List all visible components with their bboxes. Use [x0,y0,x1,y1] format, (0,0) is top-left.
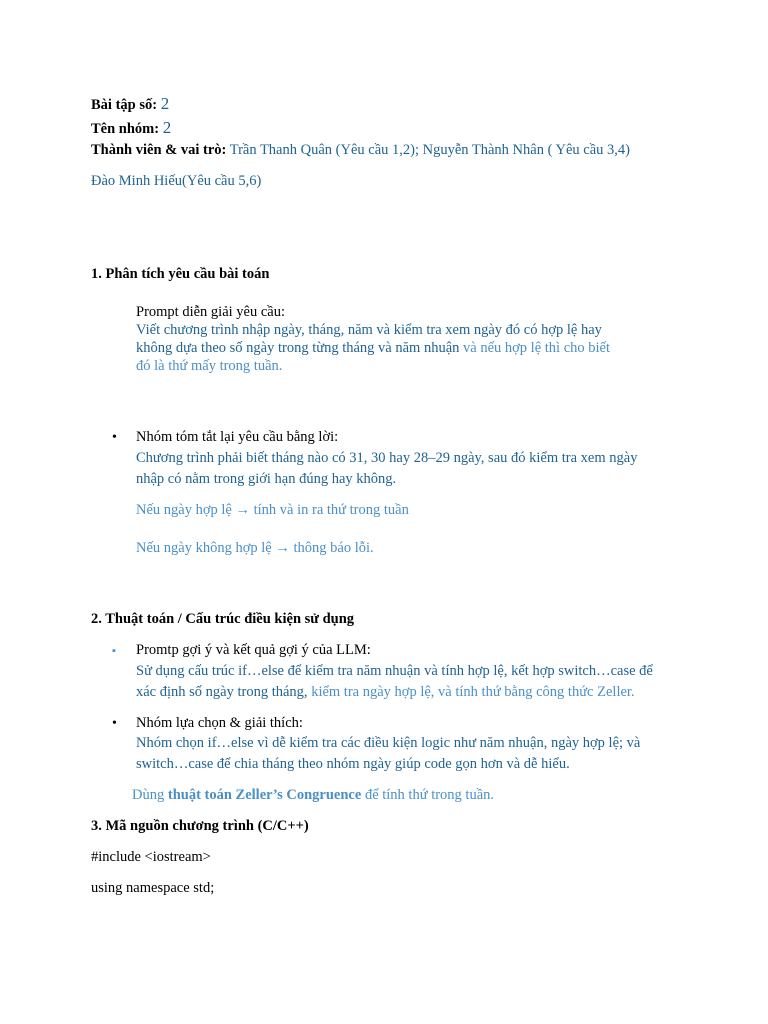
members-value-1: Trần Thanh Quân (Yêu cầu 1,2); Nguyễn Thành Nhân ( Yêu cầu 3,4) [229,142,630,158]
group-label: Tên nhóm: [91,121,160,137]
llm-line-2-light: kiểm tra ngày hợp lệ, và tính thứ bằng công thức Zeller. [311,684,635,700]
valid-date-line: Nếu ngày hợp lệ → tính và in ra thứ trong tuần [136,502,409,518]
section1-heading: 1. Phân tích yêu cầu bài toán [91,266,270,282]
prompt-line-2-dark: không dựa theo số ngày trong từng tháng và năm nhuận [136,340,460,356]
code-line-1: #include <iostream> [91,849,211,865]
group-value: 2 [162,118,172,137]
choice-line-1: Nhóm chọn if…else vì dễ kiểm tra các điều kiện logic như năm nhuận, ngày hợp lệ; và [136,735,641,751]
zeller-pre: Dùng [132,787,168,803]
choice-line-2: switch…case để chia tháng theo nhóm ngày giúp code gọn hơn và dễ hiểu. [136,756,570,772]
invalid-date-line: Nếu ngày không hợp lệ → thông báo lỗi. [136,540,374,556]
llm-prompt-label: Promtp gợi ý và kết quả gợi ý của LLM: [136,642,371,658]
prompt-line-3: đó là thứ mấy trong tuần. [136,358,283,374]
section3-heading: 3. Mã nguồn chương trình (C/C++) [91,818,309,834]
prompt-label: Prompt diễn giải yêu cầu: [136,304,285,320]
bullet-icon: • [112,716,117,731]
members-value-2: Đào Minh Hiếu(Yêu cầu 5,6) [91,173,262,189]
members-line [91,141,630,159]
code-line-2: using namespace std; [91,880,215,896]
zeller-bold: thuật toán Zeller’s Congruence [167,787,362,803]
llm-line-2 [136,683,635,701]
section2-heading: 2. Thuật toán / Cấu trúc điều kiện sử dụng [91,611,355,627]
summary-label: Nhóm tóm tắt lại yêu cầu bằng lời: [136,429,339,445]
prompt-line-2 [136,339,610,357]
exercise-value: 2 [160,94,170,113]
exercise-label: Bài tập số: [91,97,158,113]
prompt-line-1: Viết chương trình nhập ngày, tháng, năm và kiểm tra xem ngày đó có hợp lệ hay [136,322,602,338]
members-label: Thành viên & vai trò: [91,142,227,158]
group-line [91,119,171,138]
summary-line-1: Chương trình phải biết tháng nào có 31, 30 hay 28–29 ngày, sau đó kiểm tra xem ngày [136,450,638,466]
bullet-icon: • [112,430,117,445]
choice-label: Nhóm lựa chọn & giải thích: [136,715,303,731]
summary-line-2: nhập có nằm trong giới hạn đúng hay không. [136,471,397,487]
prompt-line-2-light: và nếu hợp lệ thì cho biết [459,340,611,356]
llm-line-2-dark: xác định số ngày trong tháng, [136,684,312,700]
exercise-line [91,95,169,114]
zeller-post: để tính thứ trong tuần. [361,787,495,803]
llm-line-1: Sử dụng cấu trúc if…else để kiểm tra năm nhuận và tính hợp lệ, kết hợp switch…case để [136,663,653,679]
square-bullet-icon: ▪ [112,645,116,657]
zeller-line [132,786,494,804]
